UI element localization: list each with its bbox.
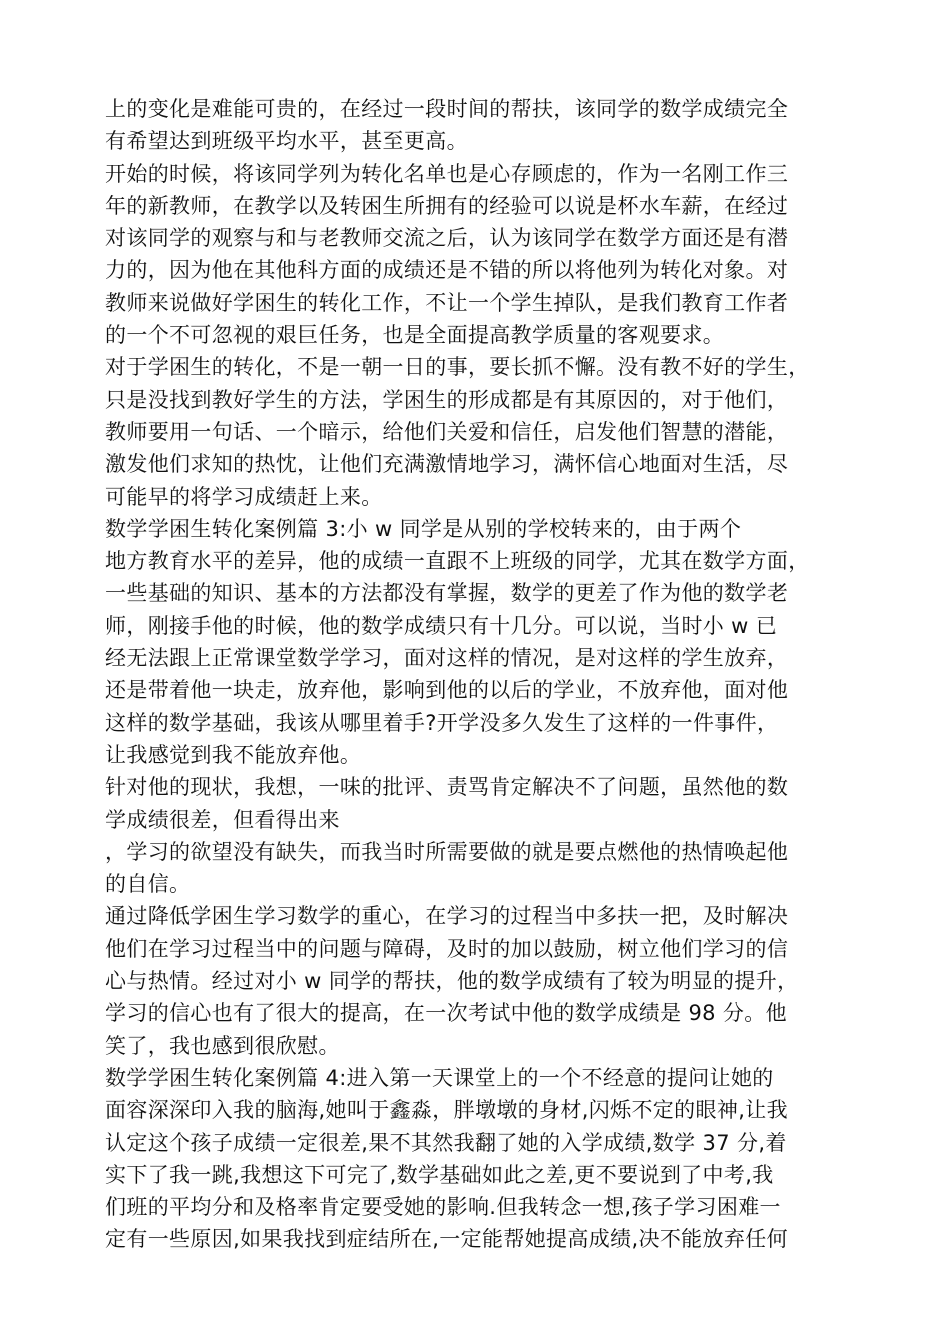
text-line: ，学习的欲望没有缺失，而我当时所需要做的就是要点燃他的热情唤起他 (105, 839, 789, 864)
text-line: 可能早的将学习成绩赶上来。 (105, 484, 383, 509)
text-line: 学习的信心也有了很大的提高，在一次考试中他的数学成绩是 98 分。他 (105, 1001, 787, 1026)
text-line: 力的，因为他在其他科方面的成绩还是不错的所以将他列为转化对象。对 (105, 258, 789, 283)
text-line: 数学学困生转化案例篇 4:进入第一天课堂上的一个不经意的提问让她的 (105, 1065, 774, 1090)
document-body (105, 93, 865, 1256)
text-line: 他们在学习过程当中的问题与障碍，及时的加以鼓励，树立他们学习的信 (105, 936, 789, 961)
text-line: 的自信。 (105, 872, 191, 897)
text-line: 让我感觉到我不能放弃他。 (105, 742, 362, 767)
text-line: 对于学困生的转化，不是一朝一日的事，要长抓不懈。没有教不好的学生， (105, 355, 810, 380)
text-line: 激发他们求知的热忱，让他们充满激情地学习，满怀信心地面对生活，尽 (105, 452, 789, 477)
text-line: 有希望达到班级平均水平，甚至更高。 (105, 129, 468, 154)
text-line: 们班的平均分和及格率肯定要受她的影响.但我转念一想,孩子学习困难一 (105, 1195, 781, 1220)
text-line: 数学学困生转化案例篇 3:小 w 同学是从别的学校转来的，由于两个 (105, 516, 742, 541)
text-line: 心与热情。经过对小 w 同学的帮扶，他的数学成绩有了较为明显的提升， (105, 969, 799, 994)
text-line: 只是没找到教好学生的方法，学困生的形成都是有其原因的，对于他们， (105, 387, 789, 412)
text-line: 开始的时候，将该同学列为转化名单也是心存顾虑的，作为一名刚工作三 (105, 161, 789, 186)
text-line: 实下了我一跳,我想这下可完了,数学基础如此之差,更不要说到了中考,我 (105, 1162, 774, 1187)
text-line: 地方教育水平的差异，他的成绩一直跟不上班级的同学，尤其在数学方面， (105, 549, 810, 574)
text-line: 面容深深印入我的脑海,她叫于鑫淼，胖墩墩的身材,闪烁不定的眼神,让我 (105, 1098, 788, 1123)
text-line: 笑了，我也感到很欣慰。 (105, 1033, 340, 1058)
text-line: 教师来说做好学困生的转化工作，不让一个学生掉队，是我们教育工作者 (105, 290, 789, 315)
text-line: 还是带着他一块走，放弃他，影响到他的以后的学业，不放弃他，面对他 (105, 678, 789, 703)
text-line: 年的新教师，在教学以及转困生所拥有的经验可以说是杯水车薪，在经过 (105, 193, 789, 218)
text-line: 的一个不可忽视的艰巨任务，也是全面提高教学质量的客观要求。 (105, 323, 725, 348)
text-line: 上的变化是难能可贵的，在经过一段时间的帮扶，该同学的数学成绩完全 (105, 97, 789, 121)
text-line: 经无法跟上正常课堂数学学习，面对这样的情况，是对这样的学生放弃， (105, 646, 789, 671)
text-line: 学成绩很差，但看得出来 (105, 807, 340, 832)
text-line: 师，刚接手他的时候，他的数学成绩只有十几分。可以说，当时小 w 已 (105, 613, 778, 638)
text-line: 定有一些原因,如果我找到症结所在,一定能帮她提高成绩,决不能放弃任何 (105, 1227, 788, 1252)
text-line: 通过降低学困生学习数学的重心，在学习的过程当中多扶一把，及时解决 (105, 904, 789, 929)
text-line: 针对他的现状，我想，一味的批评、责骂肯定解决不了问题，虽然他的数 (105, 775, 789, 800)
text-line: 教师要用一句话、一个暗示，给他们关爱和信任，启发他们智慧的潜能， (105, 419, 789, 444)
text-line: 对该同学的观察与和与老教师交流之后，认为该同学在数学方面还是有潜 (105, 226, 789, 251)
text-line: 一些基础的知识、基本的方法都没有掌握，数学的更差了作为他的数学老 (105, 581, 789, 606)
text-line: 这样的数学基础，我该从哪里着手?开学没多久发生了这样的一件事件， (105, 710, 779, 735)
text-line: 认定这个孩子成绩一定很差,果不其然我翻了她的入学成绩,数学 37 分,着 (105, 1130, 787, 1155)
